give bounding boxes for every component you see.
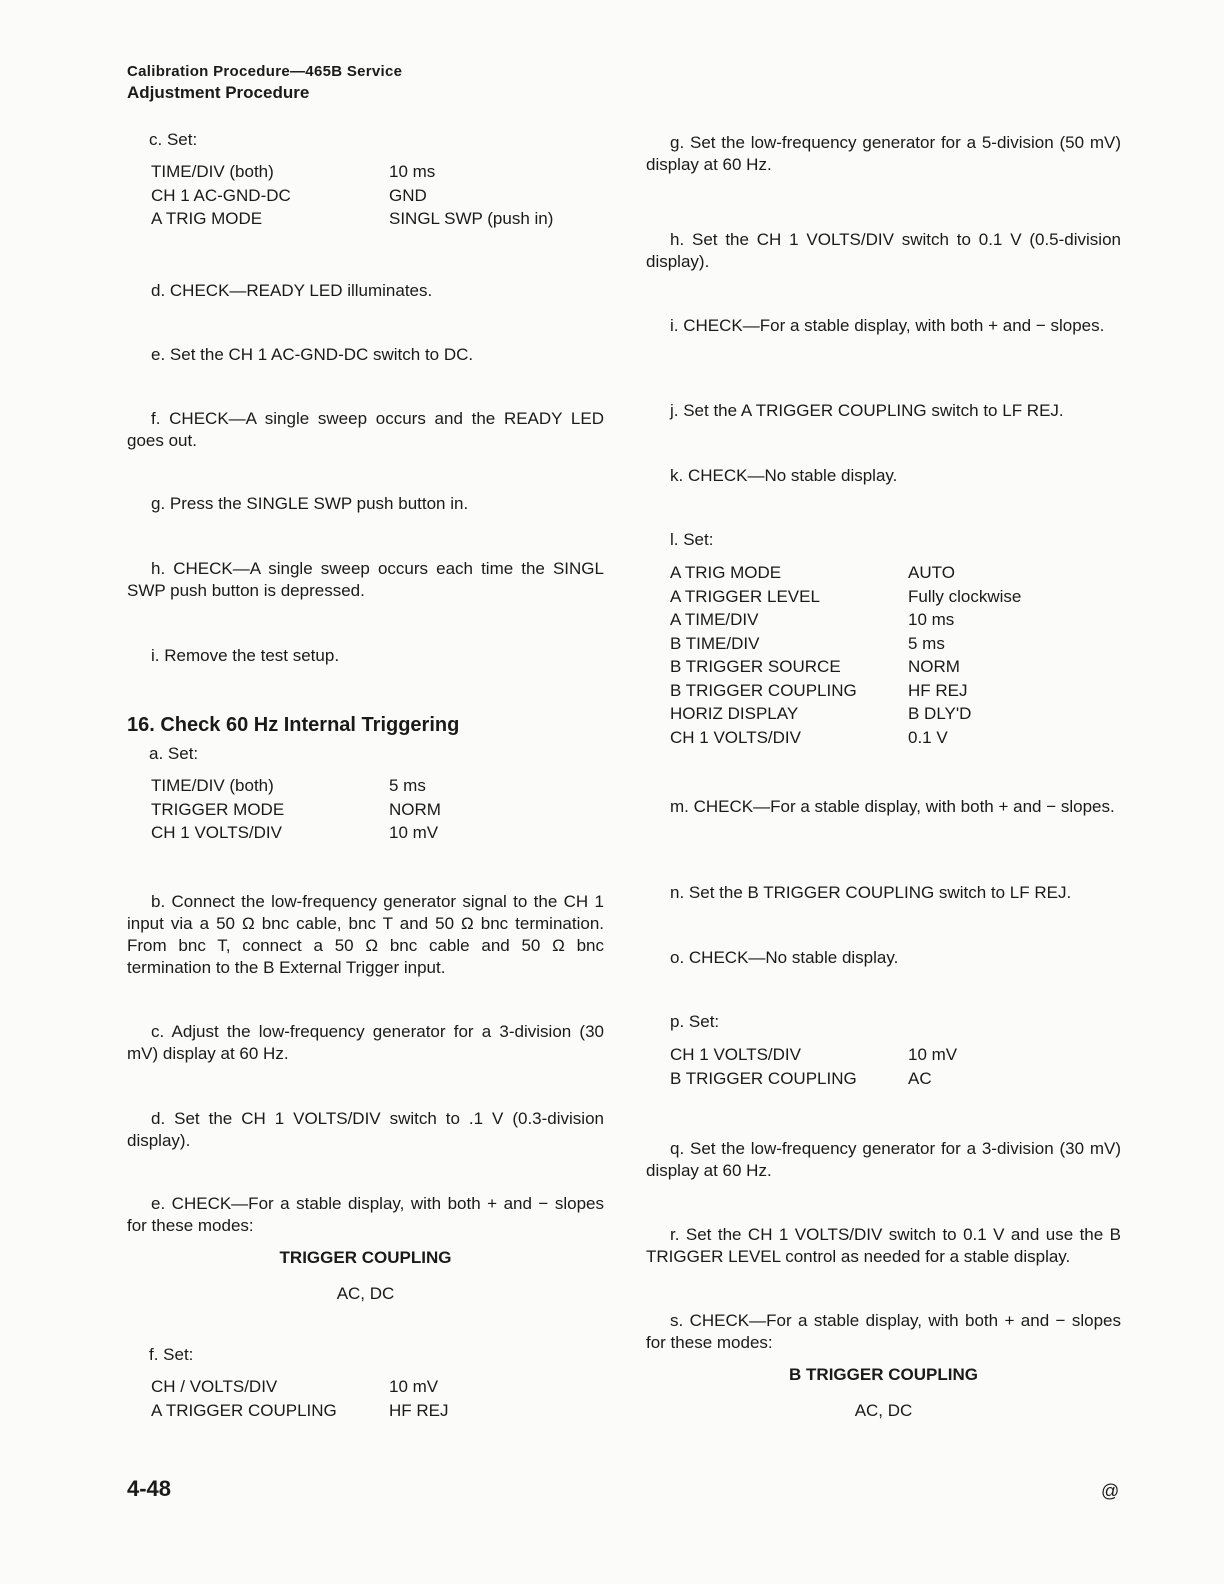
settings-row (670, 585, 1021, 609)
settings-row (151, 821, 441, 845)
step-d2: d. Set the CH 1 VOLTS/DIV switch to .1 V (0.3-division display). (127, 1109, 604, 1150)
setting-key: B TRIGGER COUPLING (670, 1068, 857, 1088)
settings-row (670, 1043, 957, 1067)
step-h-right: h. Set the CH 1 VOLTS/DIV switch to 0.1 V (0.5-division display). (646, 230, 1121, 271)
running-header: Calibration Procedure—465B Service (127, 63, 403, 80)
settings-row (151, 1399, 449, 1423)
step-b: b. Connect the low-frequency generator signal to the CH 1 input via a 50 Ω bnc cable, bnc T and 50 Ω bnc termination. From bnc T, connect a 50 Ω bnc cable and 50 Ω bnc termination to the B External Trigger input. (127, 892, 604, 977)
setting-key: A TRIG MODE (151, 209, 263, 228)
setting-value: NORM (389, 799, 441, 819)
setting-key: B TRIGGER SOURCE (670, 657, 841, 676)
page-number: 4-48 (127, 1476, 172, 1501)
step-q: q. Set the low-frequency generator for a 3-division (30 mV) display at 60 Hz. (646, 1139, 1121, 1180)
step-r: r. Set the CH 1 VOLTS/DIV switch to 0.1 V and use the B TRIGGER LEVEL control as needed for a stable display. (646, 1225, 1121, 1266)
step-p-label: p. Set: (670, 1012, 720, 1031)
setting-value: 0.1 V (908, 727, 948, 747)
trigger-coupling-values: AC, DC (336, 1284, 395, 1303)
setting-key: A TIME/DIV (670, 610, 759, 629)
setting-key: CH 1 VOLTS/DIV (670, 727, 801, 747)
step-f: f. CHECK—A single sweep occurs and the READY LED goes out. (127, 409, 604, 450)
setting-value: Fully clockwise (908, 586, 1022, 606)
setting-value: 10 ms (908, 610, 955, 629)
settings-row (670, 702, 1021, 726)
setting-value: HF REJ (389, 1400, 449, 1420)
step-m: m. CHECK—For a stable display, with both + and − slopes. (670, 797, 1115, 816)
setting-key: TIME/DIV (both) (151, 162, 274, 181)
setting-value: HF REJ (908, 680, 968, 700)
step-i: i. Remove the test setup. (151, 646, 340, 665)
settings-table-c (151, 160, 553, 231)
setting-key: CH 1 AC-GND-DC (151, 185, 291, 205)
setting-value: NORM (908, 657, 960, 676)
step-g-right: g. Set the low-frequency generator for a 5-division (50 mV) display at 60 Hz. (646, 133, 1121, 174)
setting-key: A TRIGGER COUPLING (151, 1400, 337, 1420)
settings-row (151, 1375, 449, 1399)
settings-table-l (670, 561, 1021, 749)
setting-value: 5 ms (389, 776, 426, 795)
b-trigger-coupling-heading: B TRIGGER COUPLING (789, 1365, 978, 1384)
settings-table-a (151, 774, 441, 845)
step-e: e. Set the CH 1 AC-GND-DC switch to DC. (151, 345, 474, 364)
setting-key: B TIME/DIV (670, 633, 760, 653)
step-l-label: l. Set: (670, 530, 714, 549)
section-header: Adjustment Procedure (127, 83, 310, 102)
step-h: h. CHECK—A single sweep occurs each time the SINGL SWP push button is depressed. (127, 559, 604, 600)
setting-key: TIME/DIV (both) (151, 776, 274, 795)
settings-table-p (670, 1043, 957, 1090)
settings-row (670, 632, 1021, 656)
step-g: g. Press the SINGLE SWP push button in. (151, 494, 469, 513)
setting-key: A TRIGGER LEVEL (670, 586, 820, 606)
settings-row (670, 655, 1021, 679)
setting-value: 10 mV (908, 1045, 958, 1064)
setting-value: AUTO (908, 563, 955, 582)
step-d: d. CHECK—READY LED illuminates. (151, 281, 433, 300)
setting-key: CH 1 VOLTS/DIV (670, 1045, 801, 1064)
section-title: 16. Check 60 Hz Internal Triggering (127, 714, 460, 736)
trigger-coupling-heading: TRIGGER COUPLING (279, 1248, 452, 1267)
settings-row (151, 184, 553, 208)
settings-row (670, 726, 1021, 750)
settings-row (670, 608, 1021, 632)
step-s: s. CHECK—For a stable display, with both + and − slopes for these modes: (646, 1311, 1121, 1352)
settings-row (151, 798, 441, 822)
setting-key: A TRIG MODE (670, 563, 782, 582)
settings-row (151, 207, 553, 231)
step-i-right: i. CHECK—For a stable display, with both + and − slopes. (670, 316, 1105, 335)
settings-row (670, 561, 1021, 585)
setting-key: B TRIGGER COUPLING (670, 680, 857, 700)
step-c2: c. Adjust the low-frequency generator for a 3-division (30 mV) display at 60 Hz. (127, 1022, 604, 1063)
setting-value: SINGL SWP (push in) (389, 209, 554, 228)
settings-row (670, 1067, 957, 1091)
step-c-label: c. Set: (149, 130, 198, 149)
step-n: n. Set the B TRIGGER COUPLING switch to LF REJ. (670, 883, 1072, 902)
step-j: j. Set the A TRIGGER COUPLING switch to LF REJ. (670, 401, 1064, 420)
setting-value: 10 ms (389, 162, 436, 181)
setting-value: 10 mV (389, 823, 439, 842)
settings-table-f (151, 1375, 449, 1422)
setting-value: B DLY'D (908, 704, 972, 723)
step-k: k. CHECK—No stable display. (670, 466, 898, 485)
step-a-label: a. Set: (149, 744, 199, 763)
b-trigger-coupling-values: AC, DC (854, 1401, 913, 1420)
footer-mark: @ (1101, 1481, 1120, 1501)
step-e2: e. CHECK—For a stable display, with both + and − slopes for these modes: (127, 1194, 604, 1235)
setting-key: TRIGGER MODE (151, 799, 285, 819)
setting-key: CH / VOLTS/DIV (151, 1377, 278, 1396)
setting-value: AC (908, 1068, 932, 1088)
settings-row (151, 774, 441, 798)
settings-row (151, 160, 553, 184)
setting-value: 5 ms (908, 633, 945, 653)
setting-key: CH 1 VOLTS/DIV (151, 823, 282, 842)
setting-value: 10 mV (389, 1377, 439, 1396)
step-o: o. CHECK—No stable display. (670, 948, 899, 967)
setting-key: HORIZ DISPLAY (670, 704, 799, 723)
step-f2-label: f. Set: (149, 1345, 194, 1364)
settings-row (670, 679, 1021, 703)
setting-value: GND (389, 185, 427, 205)
